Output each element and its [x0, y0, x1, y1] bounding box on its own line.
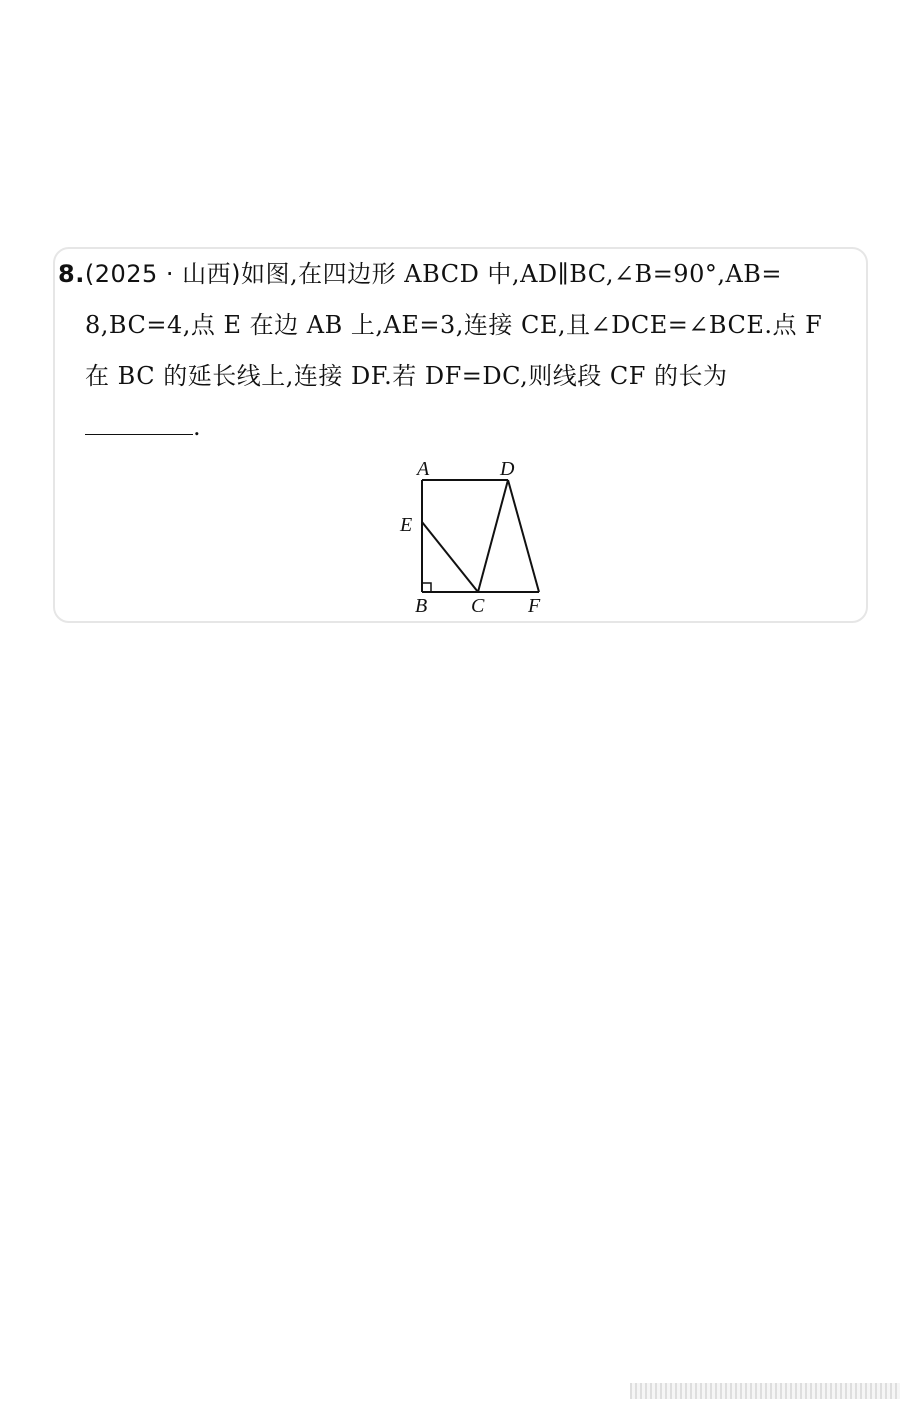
problem-text-line-3: 在 BC 的延长线上,连接 DF.若 DF=DC,则线段 CF 的长为 [85, 362, 728, 390]
problem-text-line-1: 如图,在四边形 ABCD 中,AD∥BC,∠B=90°,AB= [241, 260, 783, 288]
problem-line-3 [58, 351, 858, 402]
problem-line-2 [58, 300, 858, 351]
segment-df [508, 480, 539, 592]
segment-dc [478, 480, 508, 592]
answer-blank [85, 406, 193, 435]
right-angle-marker [422, 583, 431, 592]
label-f: F [528, 595, 541, 617]
problem-text-line-2: 8,BC=4,点 E 在边 AB 上,AE=3,连接 CE,且∠DCE=∠BCE.点 F [85, 311, 823, 339]
problem-line-4 [58, 402, 858, 453]
geometry-svg [390, 452, 565, 622]
segment-ec [422, 522, 478, 592]
geometry-figure [390, 452, 565, 622]
label-b: B [415, 595, 428, 617]
label-d: D [500, 458, 515, 480]
question-source: (2025 · 山西) [84, 260, 242, 288]
label-a: A [417, 458, 430, 480]
problem-line-1 [58, 249, 858, 300]
label-e: E [400, 514, 413, 536]
blank-period: . [193, 413, 202, 441]
label-c: C [471, 595, 485, 617]
problem-text [58, 249, 858, 453]
page-edge-artifact [630, 1383, 900, 1399]
question-number: 8. [58, 260, 85, 288]
